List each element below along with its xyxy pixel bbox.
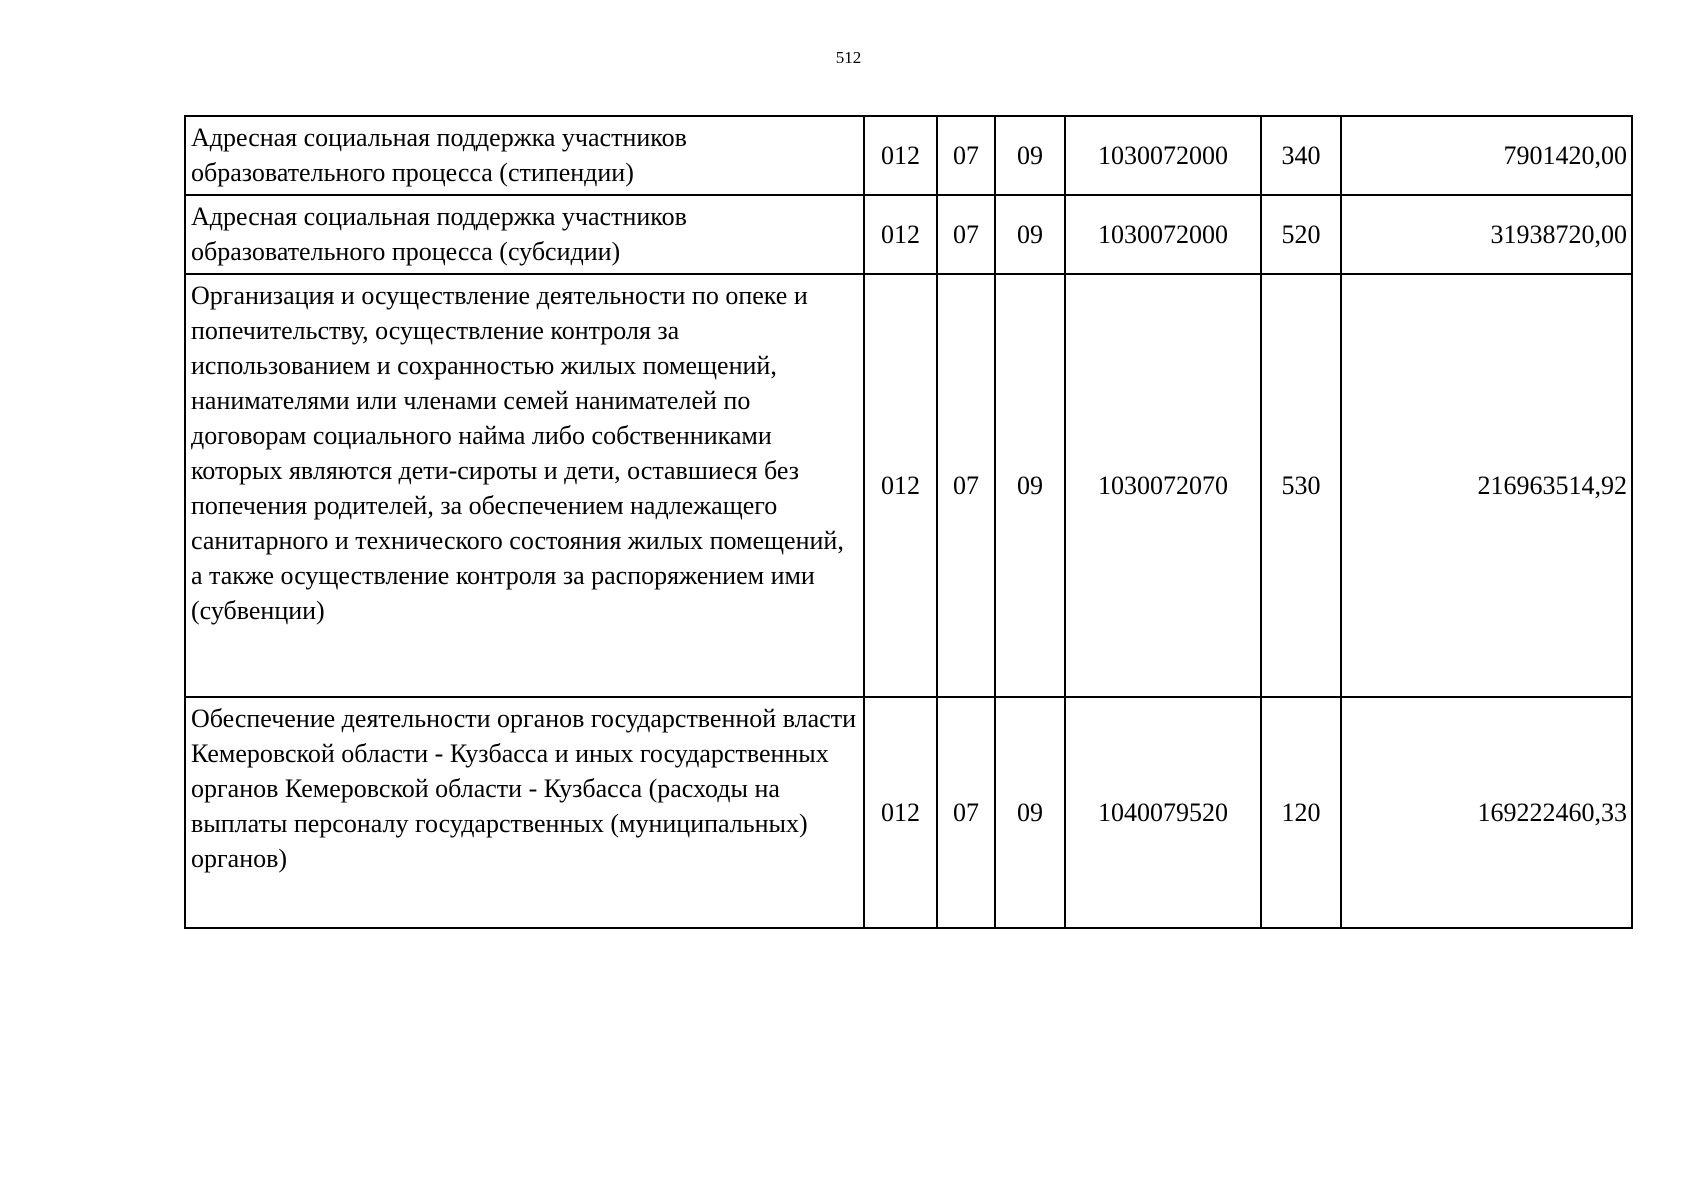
ministry-code: 012 <box>864 697 937 928</box>
row-description: Организация и осуществление деятельности по опеке и попечительству, осуществление контроля за использованием и сохранностью жилых помещений, нанимателями или членами семей нанимателей по договорам социального найма либо собственниками которых являются дети-сироты и дети, оставшиеся без попечения родителей, за обеспечением надлежащего санитарного и технического состояния жилых помещений, а также осуществление контроля за распоряжением ими (субвенции) <box>185 274 864 697</box>
ministry-code: 012 <box>864 274 937 697</box>
amount: 7901420,00 <box>1341 116 1632 195</box>
table-row <box>185 274 1632 697</box>
expense-type-code: 340 <box>1261 116 1341 195</box>
subsection-code: 09 <box>995 116 1065 195</box>
ministry-code: 012 <box>864 195 937 274</box>
table-row <box>185 195 1632 274</box>
subsection-code: 09 <box>995 697 1065 928</box>
amount: 216963514,92 <box>1341 274 1632 697</box>
section-code: 07 <box>937 116 995 195</box>
section-code: 07 <box>937 274 995 697</box>
target-article-code: 1030072070 <box>1065 274 1261 697</box>
expense-type-code: 520 <box>1261 195 1341 274</box>
section-code: 07 <box>937 195 995 274</box>
table-row <box>185 697 1632 928</box>
expense-type-code: 120 <box>1261 697 1341 928</box>
amount: 169222460,33 <box>1341 697 1632 928</box>
target-article-code: 1030072000 <box>1065 195 1261 274</box>
row-description: Обеспечение деятельности органов государственной власти Кемеровской области - Кузбасса и иных государственных органов Кемеровской области - Кузбасса (расходы на выплаты персоналу государственных (муниципальных) органов) <box>185 697 864 928</box>
page-number: 512 <box>835 48 862 67</box>
subsection-code: 09 <box>995 195 1065 274</box>
row-description: Адресная социальная поддержка участников образовательного процесса (субсидии) <box>185 195 864 274</box>
ministry-code: 012 <box>864 116 937 195</box>
target-article-code: 1040079520 <box>1065 697 1261 928</box>
section-code: 07 <box>937 697 995 928</box>
budget-table <box>184 115 1633 929</box>
subsection-code: 09 <box>995 274 1065 697</box>
expense-type-code: 530 <box>1261 274 1341 697</box>
row-description: Адресная социальная поддержка участников образовательного процесса (стипендии) <box>185 116 864 195</box>
amount: 31938720,00 <box>1341 195 1632 274</box>
table-row <box>185 116 1632 195</box>
target-article-code: 1030072000 <box>1065 116 1261 195</box>
